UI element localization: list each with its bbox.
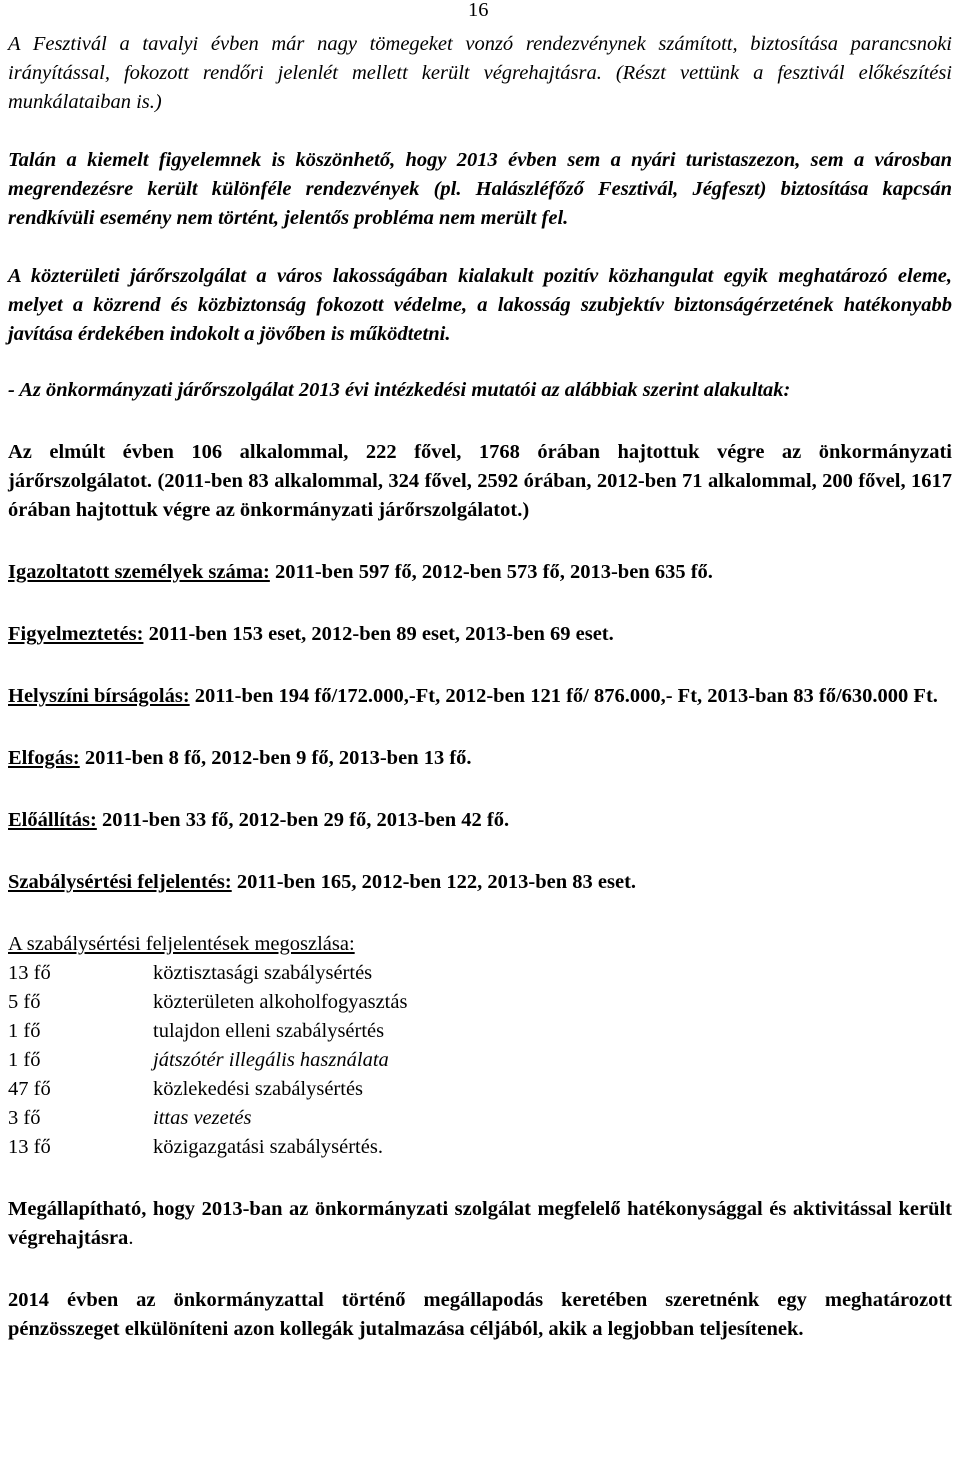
distribution-row — [8, 959, 952, 988]
stat-label: Igazoltatott személyek száma: — [8, 561, 270, 583]
distribution-count: 1 fő — [8, 1020, 41, 1042]
distribution-count: 47 fő — [8, 1078, 51, 1100]
summary-2013: Az elmúlt évben 106 alkalommal, 222 fővel, 1768 órában hajtottuk végre az önkormányzati járőrszolgálatot. — [8, 441, 952, 492]
conclusion-period: . — [128, 1227, 134, 1249]
stat-offence-report — [8, 868, 952, 897]
distribution-count: 13 fő — [8, 1136, 51, 1158]
stat-value: 2011-ben 153 eset, 2012-ben 89 eset, 2013-ben 69 eset. — [143, 623, 614, 645]
paragraph-2014-plan: 2014 évben az önkormányzattal történő megállapodás keretében szeretnénk egy meghatározott pénzösszeget elkülöníteni azon kollegák jutalmazása céljából, akik a legjobban teljesítenek. — [8, 1289, 952, 1340]
stat-label: Előállítás: — [8, 809, 97, 831]
paragraph-conclusion — [8, 1195, 952, 1253]
distribution-row — [8, 1133, 952, 1162]
stat-value: 2011-ben 8 fő, 2012-ben 9 fő, 2013-ben 13 fő. — [79, 747, 472, 769]
distribution-desc: játszótér illegális használata — [153, 1049, 389, 1071]
distribution-row — [8, 1104, 952, 1133]
stat-label: Helyszíni bírságolás: — [8, 685, 190, 707]
stat-warning — [8, 620, 952, 649]
paragraph-indicators-heading: - Az önkormányzati járőrszolgálat 2013 évi intézkedési mutatói az alábbiak szerint alakultak: — [8, 379, 791, 401]
distribution-row — [8, 988, 952, 1017]
stat-label: Szabálysértési feljelentés: — [8, 871, 232, 893]
stat-label: Figyelmeztetés: — [8, 623, 144, 645]
distribution-desc: köztisztasági szabálysértés — [153, 962, 373, 984]
stat-capture — [8, 744, 952, 773]
distribution-title: A szabálysértési feljelentések megoszlása: — [8, 933, 355, 955]
distribution-desc: közterületen alkoholfogyasztás — [153, 991, 408, 1013]
stat-value: 2011-ben 597 fő, 2012-ben 573 fő, 2013-ben 635 fő. — [269, 561, 713, 583]
paragraph-patrol: A közterületi járőrszolgálat a város lakosságában kialakult pozitív közhangulat egyik meghatározó eleme, melyet a közrend és közbiztonság fokozott védelme, a lakosság szubjektív biztonságérzetének hatékonyabb javítása érdekében indokolt a jövőben is működtetni. — [8, 265, 952, 345]
distribution-desc: tulajdon elleni szabálysértés — [153, 1020, 385, 1042]
distribution-row — [8, 1075, 952, 1104]
paragraph-patrol-summary — [8, 438, 952, 525]
stat-value: 2011-ben 194 fő/172.000,-Ft, 2012-ben 121 fő/ 876.000,- Ft, 2013-ban 83 fő/630.000 Ft. — [189, 685, 938, 707]
distribution-count: 13 fő — [8, 962, 51, 984]
distribution-section — [8, 930, 952, 1162]
paragraph-events: Talán a kiemelt figyelemnek is köszönhető, hogy 2013 évben sem a nyári turistaszezon, sem a városban megrendezésre került különféle rendezvények (pl. Halászléfőző Fesztivál, Jégfeszt) biztosítása kapcsán rendkívüli esemény nem történt, jelentős probléma nem merült fel. — [8, 149, 952, 229]
distribution-desc: közigazgatási szabálysértés. — [153, 1136, 383, 1158]
stat-label: Elfogás: — [8, 747, 80, 769]
distribution-desc: közlekedési szabálysértés — [153, 1078, 364, 1100]
stat-identification — [8, 558, 952, 587]
distribution-count: 5 fő — [8, 991, 41, 1013]
stat-on-the-spot-fine — [8, 682, 952, 711]
paragraph-festival: A Fesztivál a tavalyi évben már nagy tömegeket vonzó rendezvénynek számított, biztosítása parancsnoki irányítással, fokozott rendőri jelenlét mellett került végrehajtásra. (Részt vettünk a fesztivál előkészítési munkálataiban is.) — [8, 33, 952, 113]
conclusion-text: Megállapítható, hogy 2013-ban az önkormányzati szolgálat megfelelő hatékonysággal és aktivitással került végrehajtásra — [8, 1198, 952, 1249]
distribution-count: 3 fő — [8, 1107, 41, 1129]
stat-detention — [8, 806, 952, 835]
stat-value: 2011-ben 33 fő, 2012-ben 29 fő, 2013-ben 42 fő. — [96, 809, 510, 831]
distribution-desc: ittas vezetés — [153, 1107, 252, 1129]
distribution-row — [8, 1017, 952, 1046]
distribution-row — [8, 1046, 952, 1075]
stat-value: 2011-ben 165, 2012-ben 122, 2013-ben 83 eset. — [231, 871, 637, 893]
stats-list — [8, 558, 952, 897]
distribution-count: 1 fő — [8, 1049, 41, 1071]
summary-prior-years: (2011-ben 83 alkalommal, 324 fővel, 2592 órában, 2012-ben 71 alkalommal, 200 fővel, 1617 órában hajtottuk végre az önkormányzati járőrszolgálatot.) — [8, 470, 952, 521]
page-number: 16 — [468, 0, 489, 21]
